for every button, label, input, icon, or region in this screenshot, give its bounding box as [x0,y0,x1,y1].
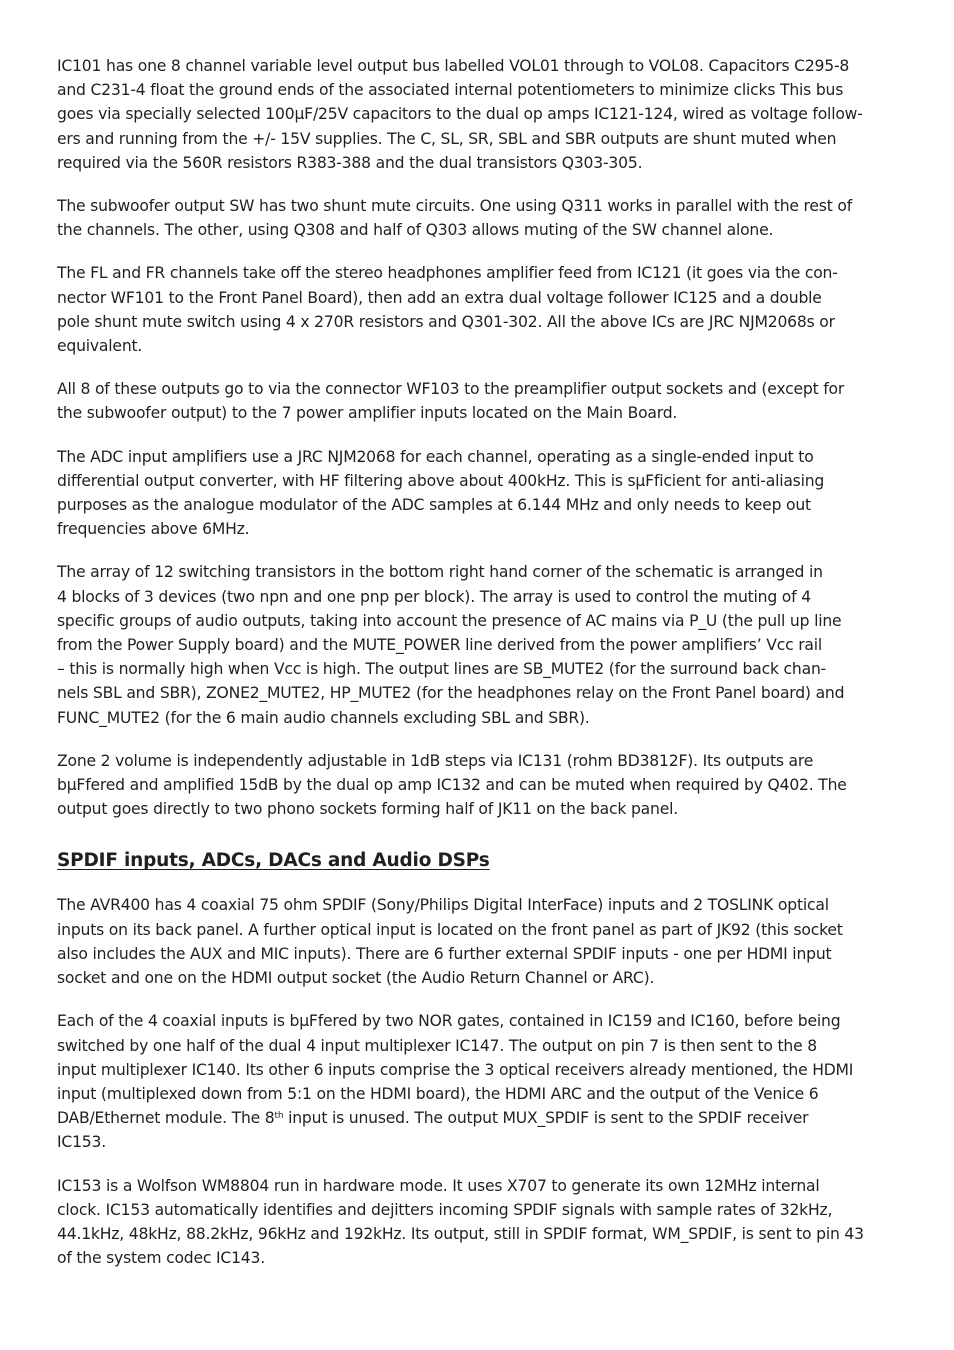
document-page [57,54,902,1289]
paragraph-ic153-receiver: IC153 is a Wolfson WM8804 run in hardware mode. It uses X707 to generate its own 12MHz internal clock. IC153 automatically identifies and dejitters incoming SPDIF signals with sample rates of 32kHz, 44.1kHz, 48kHz, 88.2kHz, 96kHz and 192kHz. Its output, still in SPDIF format, WM_SPDIF, is sent to pin 43 of the system codec IC143. [57,1176,864,1268]
paragraph-output-routing: All 8 of these outputs go to via the connector WF103 to the preamplifier output sockets and (except for the subwoofer output) to the 7 power amplifier inputs located on the Main Board. [57,380,845,423]
paragraph-subwoofer-mute: The subwoofer output SW has two shunt mute circuits. One using Q311 works in parallel with the rest of the channels. The other, using Q308 and half of Q303 allows muting of the SW channel alone. [57,197,853,240]
paragraph-zone2-volume: Zone 2 volume is independently adjustable in 1dB steps via IC131 (rohm BD3812F). Its outputs are bµFfered and amplified 15dB by the dual op amp IC132 and can be muted when required by Q402. The output goes directly to two phono sockets forming half of JK11 on the back panel. [57,751,847,819]
paragraph-coaxial-inputs [57,1009,902,1154]
paragraph-switching-transistors: The array of 12 switching transistors in the bottom right hand corner of the schematic is arranged in 4 blocks of 3 devices (two npn and one pnp per block). The array is used to control the muting of 4 specific groups of audio outputs, taking into account the presence of AC mains via P_U (the pull up line from the Power Supply board) and the MUTE_POWER line derived from the power amplifiers’ Vcc rail – this is normally high when Vcc is high. The output lines are SB_MUTE2 (for the surround back chan- nels SBL and SBR), ZONE2_MUTE2, HP_MUTE2 (for the headphones relay on the Front Panel board) and FUNC_MUTE2 (for the 6 main audio channels excluding SBL and SBR). [57,563,845,727]
paragraph-coaxial-text-after: input is unused. The output MUX_SPDIF is sent to the SPDIF receiver IC153. [57,1109,809,1152]
paragraph-coaxial-text-before: Each of the 4 coaxial inputs is bµFfered by two NOR gates, contained in IC159 and IC160, before being switched by one half of the dual 4 input multiplexer IC147. The output on pin 7 is then sent to the 8 input multiplexer IC140. Its other 6 inputs comprise the 3 optical receivers already mentioned, the HDMI input (multiplexed down from 5:1 on the HDMI board), the HDMI ARC and the output of the Venice 6 DAB/Ethernet module. The 8 [57,1012,854,1128]
section-heading: SPDIF inputs, ADCs, DACs and Audio DSPs [57,850,490,872]
paragraph-vol-bus: IC101 has one 8 channel variable level output bus labelled VOL01 through to VOL08. Capacitors C295-8 and C231-4 float the ground ends of the associated internal potentiometers to minimize clicks This bus goes via specially selected 100µF/25V capacitors to the dual op amps IC121-124, wired as voltage follow- ers and running from the +/- 15V supplies. The C, SL, SR, SBL and SBR outputs are shunt muted when required via the 560R resistors R383-388 and the dual transistors Q303-305. [57,57,863,172]
paragraph-fl-fr-channels: The FL and FR channels take off the stereo headphones amplifier feed from IC121 (it goes via the con- nector WF101 to the Front Panel Board), then add an extra dual voltage follower IC125 and a double pole shunt mute switch using 4 x 270R resistors and Q301-302. All the above ICs are JRC NJM2068s or equivalent. [57,264,838,356]
ordinal-superscript: th [274,1111,284,1122]
paragraph-adc-amplifiers: The ADC input amplifiers use a JRC NJM2068 for each channel, operating as a single-ended input to differential output converter, with HF filtering above about 400kHz. This is sµFficient for anti-aliasing purposes as the analogue modulator of the ADC samples at 6.144 MHz and only needs to keep out frequencies above 6MHz. [57,447,825,539]
paragraph-spdif-inputs: The AVR400 has 4 coaxial 75 ohm SPDIF (Sony/Philips Digital InterFace) inputs and 2 TOSLINK optical inputs on its back panel. A further optical input is located on the front panel as part of JK92 (this socket also includes the AUX and MIC inputs). There are 6 further external SPDIF inputs - one per HDMI input socket and one on the HDMI output socket (the Audio Return Channel or ARC). [57,896,843,988]
